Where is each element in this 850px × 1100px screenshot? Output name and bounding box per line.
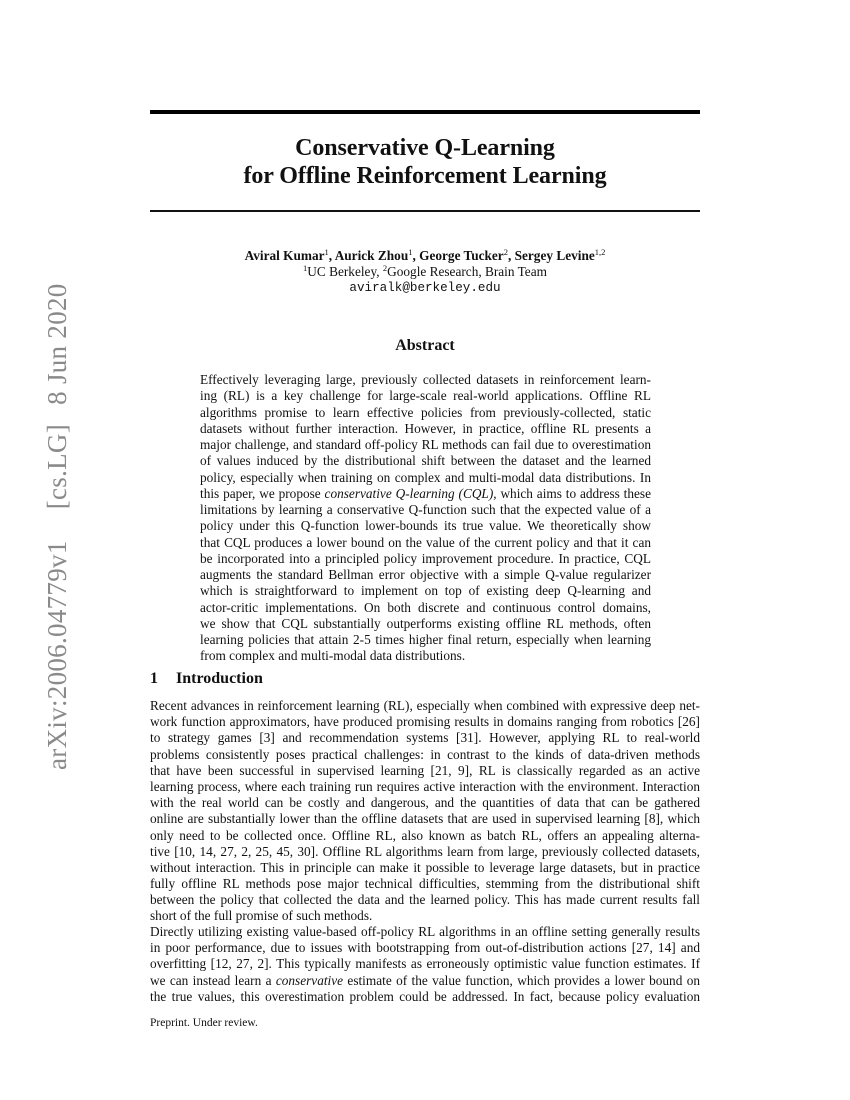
abstract-line: that CQL produces a lower bound on the value of the current policy and that it can <box>200 534 651 550</box>
body-line: with the real world can be costly and dangerous, and the quantities of data that can be gathered <box>150 795 700 811</box>
text-run: this paper, we propose <box>200 485 325 501</box>
abstract-line: actor-critic implementations. On both discrete and continuous control domains, <box>200 599 651 615</box>
body-line: problems consistently poses practical challenges: in contrast to the kinds of data-driven methods <box>150 746 700 762</box>
affiliation: Google Research, Brain Team <box>387 264 547 279</box>
abstract-line: policy, especially when training on complex and multi-modal data distributions. In <box>200 469 651 485</box>
abstract-line: from complex and multi-modal data distributions. <box>200 648 466 664</box>
intro-paragraph-2 <box>150 924 700 1005</box>
abstract-line: ing (RL) is a key challenge for large-scale real-world applications. Offline RL <box>200 388 651 404</box>
text-run: estimate of the value function, which provides a lower bound on <box>343 972 700 988</box>
paper-title <box>150 134 700 190</box>
abstract-line: policy under this Q-function lower-bounds its true value. We theoretically show <box>200 518 651 534</box>
abstract-line: limitations by learning a conservative Q-function such that the expected value of a <box>200 502 651 517</box>
cql-term: conservative Q-learning (CQL) <box>324 485 494 501</box>
abstract-line: of values induced by the distributional shift between the dataset and the learned <box>200 453 651 469</box>
conservative-term: conservative <box>275 972 344 988</box>
abstract-line <box>200 486 651 502</box>
body-line: to strategy games [3] and recommendation systems [31]. However, applying RL to real-world <box>150 730 700 746</box>
abstract-line: datasets without further interaction. However, in practice, offline RL presents a <box>200 420 651 436</box>
abstract-line: augments the standard Bellman error objective with a simple Q-value regularizer <box>200 567 651 582</box>
text-run: we can instead learn a <box>150 972 276 988</box>
body-line: between the policy that collected the data and the learned policy. This has made current results fall <box>150 892 700 908</box>
section-number: 1 <box>150 670 158 687</box>
body-line: online are substantially lower than the offline datasets that are used in supervised learning [8], which <box>150 811 700 827</box>
abstract-line: algorithms promise to learn effective policies from previously-collected, static <box>200 404 651 420</box>
title-line-2: for Offline Reinforcement Learning <box>243 163 607 189</box>
text-run: , which aims to address these <box>493 485 651 501</box>
abstract-line: be incorporated into a principled policy improvement procedure. In practice, CQL <box>200 550 651 566</box>
body-line: that have been successful in supervised learning [21, 9], RL is classically regarded as an active <box>150 762 700 778</box>
affil-mark: 2 <box>382 263 388 273</box>
title-bottom-rule <box>150 210 700 212</box>
intro-paragraph-1 <box>150 698 700 925</box>
author-affil-mark: 1 <box>324 247 329 257</box>
arxiv-category: [cs.LG] <box>42 423 72 510</box>
body-line: the true values, this overestimation problem could be addressed. In fact, because policy evaluation <box>150 988 700 1004</box>
body-line: tive [10, 14, 27, 2, 25, 45, 30]. Offline RL algorithms learn from large, previously collected datasets, <box>150 843 700 859</box>
title-line-1: Conservative Q-Learning <box>295 135 555 161</box>
body-line: Directly utilizing existing value-based off-policy RL algorithms in an offline setting generally results <box>150 924 700 939</box>
arxiv-margin-stamp <box>42 283 72 770</box>
author-name: Sergey Levine <box>514 248 595 263</box>
abstract-heading: Abstract <box>395 337 455 354</box>
author-email[interactable]: aviralk@berkeley.edu <box>349 281 501 295</box>
abstract-body <box>200 372 651 665</box>
author-block <box>150 248 700 296</box>
body-line: learning process, where each training run requires active interaction with the environment. Interaction <box>150 778 700 794</box>
abstract-line: we show that CQL substantially outperforms existing offline RL methods, often <box>200 615 651 631</box>
author-affil-mark: 1 <box>408 247 413 257</box>
abstract-line: Effectively leveraging large, previously collected datasets in reinforcement learn- <box>200 372 651 387</box>
abstract-line: learning policies that attain 2-5 times higher final return, especially when learning <box>200 632 651 647</box>
body-line: short of the full promise of such methods. <box>150 908 373 924</box>
affiliations: $^1$UC Berkeley, $^2$Google Research, Brain Team <box>303 263 547 279</box>
author-name: Aurick Zhou <box>334 248 409 263</box>
abstract-line: which is straightforward to implement on top of existing deep Q-learning and <box>200 583 651 599</box>
affiliation: UC Berkeley <box>307 264 377 279</box>
arxiv-date: 8 Jun 2020 <box>42 283 72 405</box>
body-line <box>150 973 700 989</box>
footer-note: Preprint. Under review. <box>150 1017 258 1029</box>
body-line: work function approximators, have produced promising results in domains ranging from robotics [26] <box>150 714 700 730</box>
author-affil-mark: 1,2 <box>594 247 606 257</box>
body-line: in poor performance, due to issues with bootstrapping from out-of-distribution actions [27, 14] and <box>150 940 700 956</box>
title-top-rule <box>150 110 700 114</box>
section-heading-introduction <box>150 669 263 689</box>
body-line: without interaction. This in principle can make it possible to leverage large datasets, but in practice <box>150 859 700 875</box>
author-name: George Tucker <box>419 248 504 263</box>
body-line: fully offline RL methods pose major technical difficulties, stemming from the distributional shift <box>150 876 700 892</box>
author-affil-mark: 2 <box>503 247 508 257</box>
author-name: Aviral Kumar <box>244 248 325 263</box>
arxiv-id: arXiv:2006.04779v1 <box>42 540 72 770</box>
body-line: Recent advances in reinforcement learning (RL), especially when combined with expressive deep net- <box>150 698 700 713</box>
author-names: Aviral Kumar$^1$, Aurick Zhou$^1$, George Tucker$^2$, Sergey Levine$^{1,2}$ <box>244 247 606 263</box>
section-title: Introduction <box>176 670 263 687</box>
abstract-line: major challenge, and standard off-policy RL methods can fail due to overestimation <box>200 437 651 452</box>
body-line: only need to be collected once. Offline RL, also known as batch RL, offers an appealing alterna- <box>150 827 700 843</box>
affil-mark: 1 <box>303 263 308 273</box>
body-line: overfitting [12, 27, 2]. This typically manifests as erroneously optimistic value function estimates. If <box>150 956 700 972</box>
